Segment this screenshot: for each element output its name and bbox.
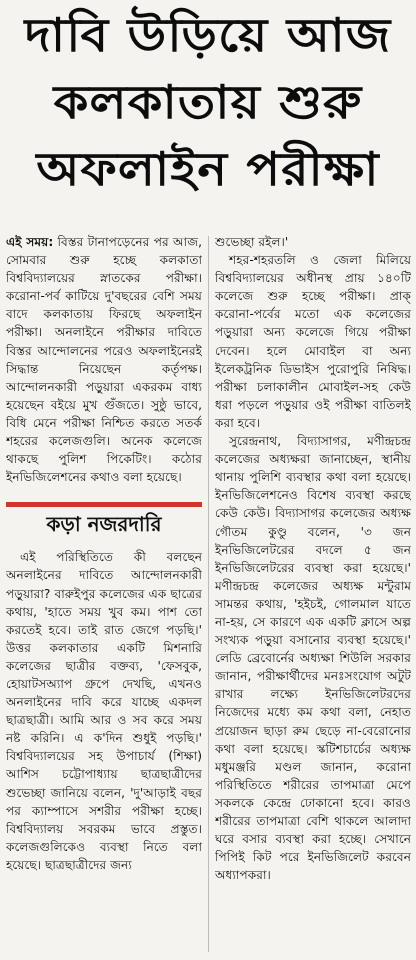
headline-line-2: কলকাতায় শুরু — [53, 75, 363, 129]
article-paragraph — [6, 233, 202, 486]
article-paragraph: সুরেন্দ্রনাথ, বিদ্যাসাগর, মণীন্দ্রচন্দ্র কলেজের অধ্যক্ষরা জানাচ্ছেন, স্থানীয় থানায় পুলিশি ব্যবস্থার কথা বলা হয়েছে। ইনভিজিলেশনেও বিশেষ ব্যবস্থা করছে কেউ কেউ। বিদ্যাসাগর কলেজের অধ্যক্ষ গৌতম কুণ্ডু বলেন, '৩ জন ইনভিজিলেটরের বদলে ৫ জন ইনভিজিলেটরের ব্যবস্থা করা হয়েছে।' মণীন্দ্রচন্দ্র কলেজের অধ্যক্ষ মন্টুরাম সামন্তর কথায়, 'হইচই, গোলমাল যাতে না-হয়, সে কারণে এক একটি ক্লাসে অল্প সংখ্যক পড়ুয়া বসানোর ব্যবস্থা হয়েছে।' লেডি ব্রেবোর্নের অধ্যক্ষা শিউলি সরকার জানান, পরীক্ষার্থীদের মনঃসংযোগ অটুট রাখার লক্ষ্যে ইনভিজিলেটরদের নিজেদের মধ্যে কম কথা বলা, নেহাত প্রয়োজন ছাড়া রুম ছেড়ে না-বেরোনোর কথা বলা হয়েছে। স্কটিশচার্চের অধ্যক্ষ মধুমঞ্জরি মণ্ডল জানান, করোনা পরিস্থিতিতে শরীরের তাপমাত্রা মেপে সকলকে কেন্দ্রে ঢোকানো হবে। কারও শরীরের তাপমাত্রা বেশি থাকলে আলাদা ঘরে বসার ব্যবস্থা করা হচ্ছে। সেখানে পিপিই কিট পরে ইনভিজিলেট করবেন অধ্যাপকরা। — [215, 434, 411, 883]
headline-line-1: দাবি উড়িয়ে আজ — [24, 8, 392, 62]
subhead-divider — [6, 502, 202, 507]
paragraph-text: বিস্তর টানাপড়েনের পর আজ, সোমবার শুরু হচ্ছে কলকাতা বিশ্ববিদ্যালয়ের স্নাতকের পরীক্ষা। করোনা-পর্ব কাটিয়ে দু'বছরের বেশি সময় বাদে কলকাতায় ফিরছে অফলাইন পরীক্ষা। অনলাইনে পরীক্ষার দাবিতে বিস্তর আন্দোলনের পরেও অফলাইনেরই সিদ্ধান্ত নিয়েছেন কর্তৃপক্ষ। আন্দোলনকারী পড়ুয়ারা একরকম বাধ্য হয়েছেন বইয়ে মুখ গুঁজতে। সুষ্ঠু ভাবে, বিধি মেনে পরীক্ষা নিশ্চিত করতে সতর্ক শহরের কলেজগুলি। অনেক কলেজে থাকছে পুলিশ পিকেটিং। কঠোর ইনভিজিলেশনের কথাও বলা হয়েছে। — [6, 235, 202, 485]
article-column-left — [6, 233, 202, 957]
article-paragraph: শুভেচ্ছা রইল।' — [215, 235, 289, 249]
headline — [6, 2, 410, 203]
article-column-right — [215, 233, 411, 957]
article-paragraph: শহর-শহরতলি ও জেলা মিলিয়ে বিশ্ববিদ্যালয়ের অধীনস্থ প্রায় ১৪০টি কলেজে শুরু হচ্ছে পরীক্ষা। প্রাক্ করোনা-পর্বের মতো এক কলেজের পড়ুয়ারা অন্য কলেজে গিয়ে পরীক্ষা দেবেন। হলে মোবাইল বা অন্য ইলেকট্রনিক ডিভাইস পুরোপুরি নিষিদ্ধ। পরীক্ষা চলাকালীন মোবাইল-সহ কেউ ধরা পড়লে পড়ুয়ার ওই পরীক্ষা বাতিলই করা হবে। — [215, 253, 411, 430]
article-paragraph: এই পরিস্থিতিতে কী বলছেন অনলাইনের দাবিতে আন্দোলনকারী পড়ুয়ারা? বারুইপুর কলেজের এক ছাত্রের কথায়, 'হাতে সময় খুব কম। পাশ তো করতেই হবে। তাই রাত জেগে পড়ছি।' উত্তর কলকাতার একটি মিশনারি কলেজের ছাত্রীর বক্তব্য, 'ফেসবুক, হোয়াটসঅ্যাপ গ্রুপে দেখছি, এখনও অনলাইনের দাবি করে যাচ্ছে একদল ছাত্রছাত্রী। আমি আর ও সব করে সময় নষ্ট করিনি। এ ক'দিন শুধুই পড়ছি।' বিশ্ববিদ্যালয়ের সহ উপাচার্য (শিক্ষা) আশিস চট্টোপাধ্যায় ছাত্রছাত্রীদের শুভেচ্ছা জানিয়ে বলেন, 'দু'আড়াই বছর পর ক্যাম্পাসে সশরীর পরীক্ষা হচ্ছে। বিশ্ববিদ্যালয় সবরকম ভাবে প্রস্তুত। কলেজগুলিকেও ব্যবস্থা নিতে বলা হয়েছে। ছাত্রছাত্রীদের জন্য — [6, 550, 202, 872]
column-divider — [208, 236, 209, 952]
subhead: কড়া নজরদারি — [46, 512, 162, 537]
headline-line-3: অফলাইন পরীক্ষা — [36, 142, 380, 196]
dateline: এই সময়: — [6, 235, 54, 249]
subhead-block — [6, 492, 202, 544]
